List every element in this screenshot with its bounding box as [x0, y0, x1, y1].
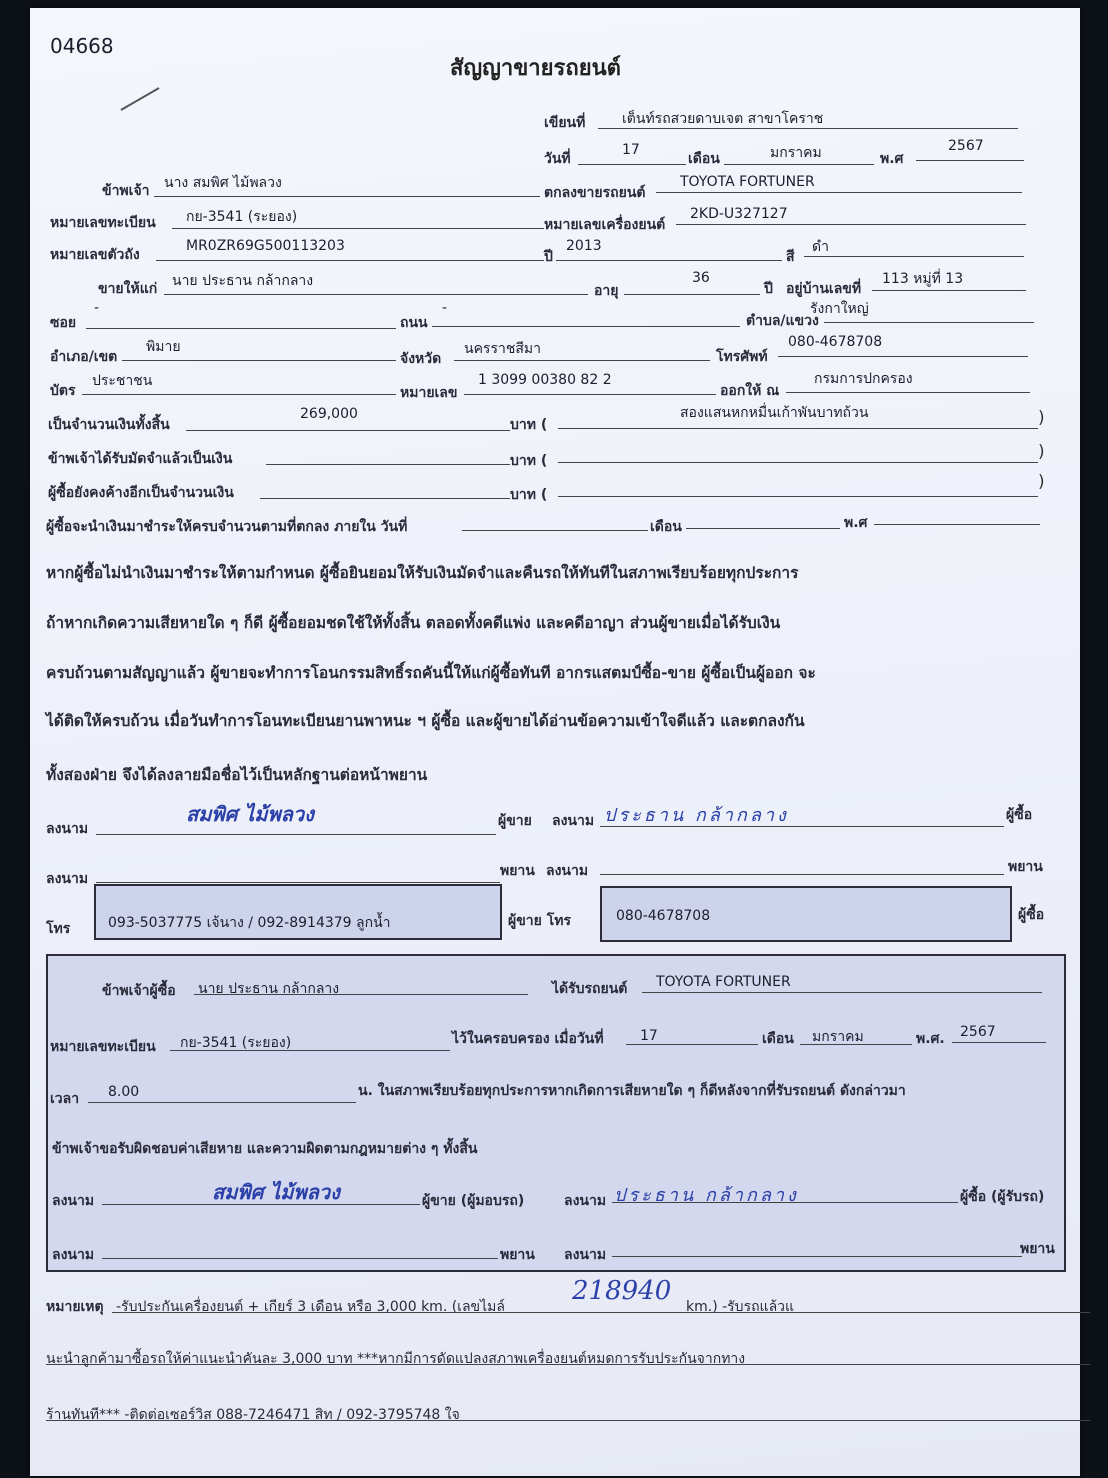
receipt-section — [46, 954, 1066, 1272]
buyer-phone-value: 080-4678708 — [616, 908, 711, 924]
close-paren: ) — [1038, 408, 1045, 428]
buyer-signature: ประธาน กล้ากลาง — [604, 805, 789, 826]
age-value: 36 — [692, 270, 710, 286]
receipt-month-value: มกราคม — [812, 1029, 864, 1045]
remain-label: ผู้ซื้อยังคงค้างอีกเป็นจำนวนเงิน — [48, 485, 234, 501]
total-value: 269,000 — [300, 406, 358, 422]
house-label: อยู่บ้านเลขที่ — [786, 281, 862, 297]
chassis-value: MR0ZR69G500113203 — [186, 238, 345, 254]
due-month-label: เดือน — [650, 519, 682, 535]
receipt-possess-label: ไว้ในครอบครอง เมื่อวันที่ — [452, 1031, 604, 1047]
seller-name-label: ข้าพเจ้า — [102, 183, 150, 199]
car-model-value: TOYOTA FORTUNER — [680, 174, 815, 190]
road-value: - — [442, 300, 448, 316]
terms-line: ครบถ้วนตามสัญญาแล้ว ผู้ขายจะทำการโอนกรรมสิทธิ์รถคันนี้ให้แก่ผู้ซื้อทันที อากรแสตมป์ซื้อ-ขาย ผู้ซื้อเป็นผู้ออก จะ — [46, 664, 816, 682]
phone-label: โทรศัพท์ — [716, 349, 768, 365]
receipt-reg-label: หมายเลขทะเบียน — [50, 1039, 156, 1055]
notes-line-3: ร้านทันที*** -ติดต่อเซอร์วิส 088-7246471 สิท / 092-3795748 ใจ — [46, 1407, 460, 1423]
card-label: บัตร — [50, 383, 76, 399]
seller-phone-role-label: ผู้ขาย โทร — [508, 913, 571, 929]
remain-close-paren: ) — [1038, 472, 1045, 492]
written-at-label: เขียนที่ — [544, 115, 586, 131]
house-value: 113 หมู่ที่ 13 — [882, 271, 964, 287]
seller-signature: สมพิศ ไม้พลวง — [186, 802, 314, 826]
buyer-role-label: ผู้ซื้อ — [1006, 807, 1033, 823]
year-value: 2567 — [948, 138, 984, 154]
receipt-buyer-label: ข้าพเจ้าผู้ซื้อ — [102, 983, 176, 999]
reg-label: หมายเลขทะเบียน — [50, 215, 156, 231]
month-label: เดือน — [688, 151, 720, 167]
receipt-seller-role-label: ผู้ขาย (ผู้มอบรถ) — [422, 1193, 525, 1209]
district-value: พิมาย — [146, 339, 181, 355]
receipt-year-label: พ.ศ. — [916, 1031, 945, 1047]
buyer-name-value: นาย ประธาน กล้ากลาง — [172, 273, 314, 289]
mileage-value: 218940 — [572, 1276, 672, 1306]
card-no-label: หมายเลข — [400, 385, 458, 401]
receipt-seller-signature: สมพิศ ไม้พลวง — [212, 1180, 340, 1204]
pen-mark-icon — [120, 87, 159, 111]
receipt-month-label: เดือน — [762, 1031, 794, 1047]
day-value: 17 — [622, 142, 640, 158]
issued-value: กรมการปกครอง — [814, 371, 913, 387]
terms-line: ทั้งสองฝ่าย จึงได้ลงลายมือชื่อไว้เป็นหลักฐานต่อหน้าพยาน — [46, 766, 428, 784]
notes-line-1: -รับประกันเครื่องยนต์ + เกียร์ 3 เดือน หรือ 3,000 km. (เลขไมล์ — [116, 1299, 505, 1315]
buyer-phone-role-label: ผู้ซื้อ — [1018, 907, 1045, 923]
receipt-car-value: TOYOTA FORTUNER — [656, 974, 791, 990]
receipt-day-value: 17 — [640, 1028, 658, 1044]
day-label: วันที่ — [544, 151, 571, 167]
due-year-label: พ.ศ — [844, 515, 868, 531]
receipt-witness-role-label: พยาน — [500, 1247, 535, 1263]
road-label: ถนน — [400, 315, 428, 331]
receipt-witness2-role-label: พยาน — [1020, 1241, 1055, 1257]
deposit-label: ข้าพเจ้าได้รับมัดจำแล้วเป็นเงิน — [48, 451, 233, 467]
year-label: พ.ศ — [880, 151, 904, 167]
notes-line-1-end: km.) -รับรถแล้วแ — [686, 1299, 795, 1315]
province-label: จังหวัด — [400, 351, 442, 367]
terms-line: ได้ติดให้ครบถ้วน เมื่อวันทำการโอนทะเบียนยานพาหนะ ฯ ผู้ซื้อ และผู้ขายได้อ่านข้อความเข้าใจดีแล้ว และตกลงกัน — [46, 712, 805, 730]
receipt-received-label: ได้รับรถยนต์ — [552, 981, 628, 997]
receipt-buyer-value: นาย ประธาน กล้ากลาง — [198, 981, 340, 997]
receipt-sign-label: ลงนาม — [52, 1193, 95, 1209]
receipt-witness-sign-label: ลงนาม — [52, 1247, 95, 1263]
written-at-value: เต็นท์รถสวยดาบเจต สาขาโคราช — [622, 111, 824, 127]
remain-baht-label: บาท ( — [510, 487, 548, 503]
soi-label: ซอย — [50, 315, 77, 331]
engine-value: 2KD-U327127 — [690, 206, 788, 222]
page-title: สัญญาขายรถยนต์ — [450, 56, 621, 81]
color-label: สี — [786, 249, 795, 265]
chassis-label: หมายเลขตัวถัง — [50, 247, 140, 263]
receipt-witness2-sign-label: ลงนาม — [564, 1247, 607, 1263]
receipt-year-value: 2567 — [960, 1024, 996, 1040]
card-no-value: 1 3099 00380 82 2 — [478, 372, 612, 388]
total-text-value: สองแสนหกหมื่นเก้าพันบาทถ้วน — [680, 405, 869, 421]
witness-role-label: พยาน — [500, 863, 535, 879]
receipt-condition-text: น. ในสภาพเรียบร้อยทุกประการหากเกิดการเสียหายใด ๆ ก็ดีหลังจากที่รับรถยนต์ ดังกล่าวมา — [358, 1083, 906, 1099]
car-year-value: 2013 — [566, 238, 602, 254]
month-value: มกราคม — [770, 145, 822, 161]
deposit-baht-label: บาท ( — [510, 453, 548, 469]
seller-role-label: ผู้ขาย — [498, 813, 532, 829]
sign-label: ลงนาม — [46, 821, 89, 837]
car-year-label: ปี — [544, 249, 553, 265]
engine-label: หมายเลขเครื่องยนต์ — [544, 217, 666, 233]
card-value: ประชาชน — [92, 373, 153, 389]
issued-label: ออกให้ ณ — [720, 383, 780, 399]
terms-line: หากผู้ซื้อไม่นำเงินมาชำระให้ตามกำหนด ผู้ซื้อยินยอมให้รับเงินมัดจำและคืนรถให้ทันทีในสภาพเรียบร้อยทุกประการ — [46, 564, 799, 582]
soi-value: - — [94, 300, 100, 316]
receipt-reg-value: กย-3541 (ระยอง) — [180, 1035, 292, 1051]
due-label: ผู้ซื้อจะนำเงินมาชำระให้ครบจำนวนตามที่ตกลง ภายใน วันที่ — [46, 519, 408, 535]
receipt-buyer-signature: ประธาน กล้ากลาง — [614, 1185, 799, 1206]
seller-phone-value: 093-5037775 เจ้นาง / 092-8914379 ลูกน้ำ — [108, 915, 391, 931]
color-value: ดำ — [812, 239, 829, 255]
total-label: เป็นจำนวนเงินทั้งสิ้น — [48, 417, 170, 433]
receipt-buyer-role-label: ผู้ซื้อ (ผู้รับรถ) — [960, 1189, 1045, 1205]
witness2-sign-label: ลงนาม — [546, 863, 589, 879]
doc-number: 04668 — [50, 34, 114, 58]
sell-to-label: ขายให้แก่ — [98, 281, 158, 297]
receipt-time-label: เวลา — [50, 1091, 80, 1107]
phone-value: 080-4678708 — [788, 334, 883, 350]
notes-label: หมายเหตุ — [46, 1299, 104, 1315]
age-label: อายุ — [594, 283, 619, 299]
receipt-liability-text: ข้าพเจ้าขอรับผิดชอบค่าเสียหาย และความผิดตามกฎหมายต่าง ๆ ทั้งสิ้น — [52, 1141, 478, 1157]
district-label: อำเภอ/เขต — [50, 349, 118, 365]
receipt-buyer-sign-label: ลงนาม — [564, 1193, 607, 1209]
seller-name-value: นาง สมพิศ ไม้พลวง — [164, 175, 282, 191]
contract-paper — [30, 8, 1080, 1476]
buyer-sign-label: ลงนาม — [552, 813, 595, 829]
deposit-close-paren: ) — [1038, 442, 1045, 462]
subdistrict-value: รังกาใหญ่ — [810, 301, 869, 317]
notes-line-2: นะนำลูกค้ามาซื้อรถให้ค่าแนะนำคันละ 3,000 บาท ***หากมีการดัดแปลงสภาพเครื่องยนต์หมดการรับประกันจากทาง — [46, 1351, 746, 1367]
baht-label: บาท ( — [510, 417, 548, 433]
age-year-label: ปี — [764, 281, 773, 297]
witness-sign-label: ลงนาม — [46, 871, 89, 887]
terms-line: ถ้าหากเกิดความเสียหายใด ๆ ก็ดี ผู้ซื้อยอมชดใช้ให้ทั้งสิ้น ตลอดทั้งคดีแพ่ง และคดีอาญา ส่วนผู้ขายเมื่อได้รับเงิน — [46, 614, 781, 632]
agree-label: ตกลงขายรถยนต์ — [544, 185, 646, 201]
subdistrict-label: ตำบล/แขวง — [746, 313, 819, 329]
receipt-time-value: 8.00 — [108, 1084, 140, 1100]
reg-value: กย-3541 (ระยอง) — [186, 209, 298, 225]
phone-box-label: โทร — [46, 921, 71, 937]
province-value: นครราชสีมา — [464, 341, 541, 357]
witness2-role-label: พยาน — [1008, 859, 1043, 875]
